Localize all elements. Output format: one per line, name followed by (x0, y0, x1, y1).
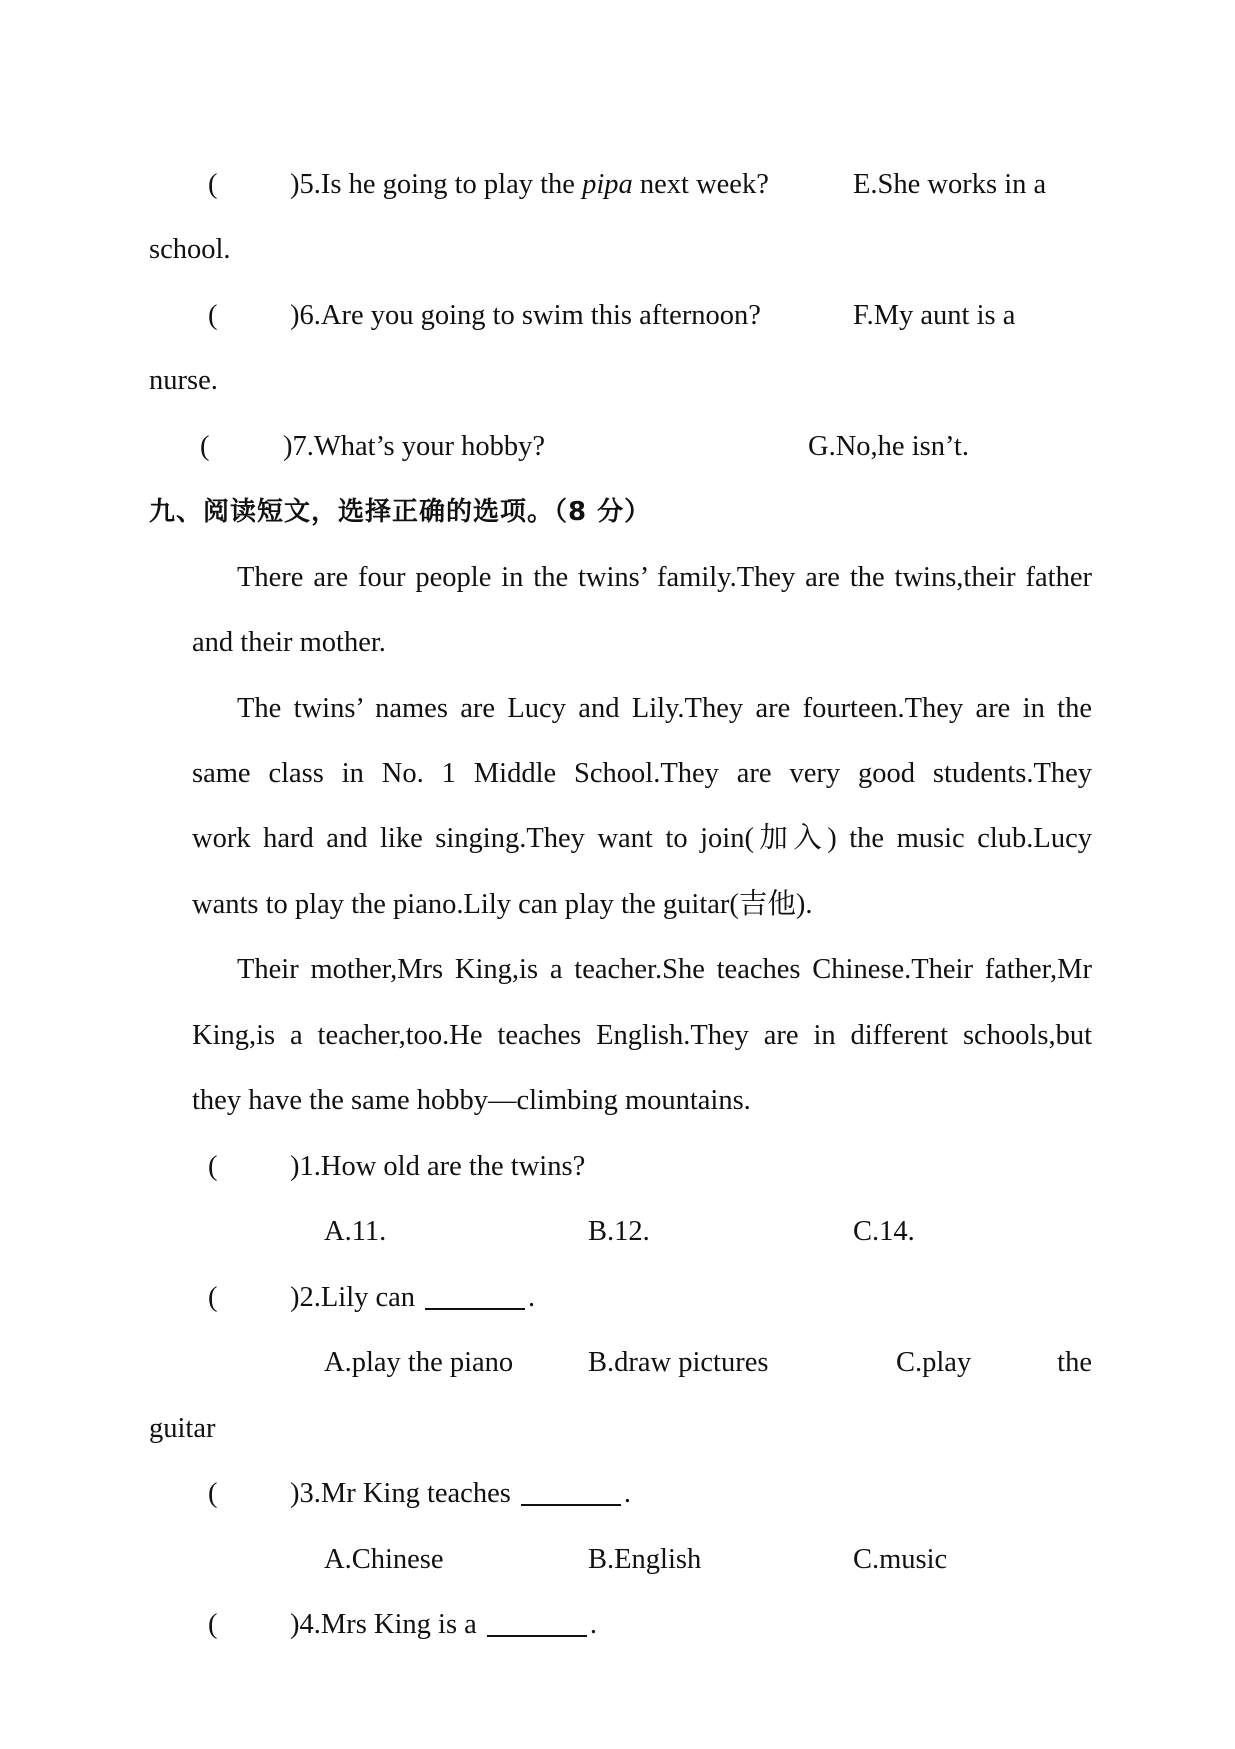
matching-answer: E.She works in a (853, 169, 1047, 200)
question-text-end: next week? (632, 169, 769, 200)
passage-line: King,is a teacher,too.He teaches English.They are in different schools,but (192, 1020, 1092, 1051)
matching-question: )7.What’s your hobby? (283, 431, 545, 462)
question-stem: )4.Mrs King is a (290, 1609, 477, 1640)
option-c-wrap: guitar (149, 1413, 216, 1444)
passage-line: same class in No. 1 Middle School.They are very good students.They (192, 758, 1092, 789)
question-stem: )1.How old are the twins? (290, 1151, 586, 1182)
option-a: A.11. (324, 1216, 387, 1247)
matching-answer: F.My aunt is a (853, 300, 1016, 331)
section-heading: 九、阅读短文，选择正确的选项。（8 分） (149, 497, 652, 527)
passage-line: There are four people in the twins’ family.They are the twins,their father (237, 562, 1092, 593)
answer-paren-open: ( (200, 431, 210, 462)
question-stem: )2.Lily can (290, 1282, 416, 1313)
option-c: C.14. (853, 1216, 915, 1247)
matching-answer-wrap: school. (149, 234, 231, 265)
answer-paren-open: ( (208, 1282, 218, 1313)
matching-question (290, 165, 769, 205)
passage-line: and their mother. (192, 627, 386, 658)
question-stem-line (290, 1474, 631, 1514)
answer-paren-open: ( (208, 1609, 218, 1640)
answer-blank (487, 1635, 587, 1637)
stem-end: . (589, 1609, 597, 1640)
passage-line: work hard and like singing.They want to join(加入) the music club.Lucy (192, 823, 1092, 854)
answer-blank (521, 1504, 621, 1506)
question-stem: )3.Mr King teaches (290, 1478, 511, 1509)
answer-paren-open: ( (208, 1151, 218, 1182)
question-text: )5.Is he going to play the (290, 169, 583, 200)
option-b: B.English (588, 1544, 702, 1575)
answer-paren-open: ( (208, 1478, 218, 1509)
option-c: C.music (853, 1544, 948, 1575)
matching-answer: G.No,he isn’t. (808, 431, 969, 462)
answer-blank (425, 1308, 525, 1310)
question-italic-word: pipa (582, 169, 633, 200)
option-b: B.draw pictures (588, 1347, 769, 1378)
option-a: A.play the piano (324, 1347, 514, 1378)
passage-line: Their mother,Mrs King,is a teacher.She teaches Chinese.Their father,Mr (237, 954, 1092, 985)
option-c: C.play the (896, 1347, 1092, 1378)
stem-end: . (528, 1282, 536, 1313)
matching-answer-wrap: nurse. (149, 365, 218, 396)
question-stem-line (290, 1605, 597, 1645)
passage-line: they have the same hobby—climbing mountains. (192, 1085, 751, 1116)
question-stem-line (290, 1278, 535, 1318)
answer-paren-open: ( (208, 169, 218, 200)
option-b: B.12. (588, 1216, 650, 1247)
option-a: A.Chinese (324, 1544, 444, 1575)
passage-line: wants to play the piano.Lily can play the guitar(吉他). (192, 889, 813, 920)
passage-line: The twins’ names are Lucy and Lily.They are fourteen.They are in the (237, 693, 1092, 724)
matching-question: )6.Are you going to swim this afternoon? (290, 300, 761, 331)
answer-paren-open: ( (208, 300, 218, 331)
stem-end: . (623, 1478, 631, 1509)
